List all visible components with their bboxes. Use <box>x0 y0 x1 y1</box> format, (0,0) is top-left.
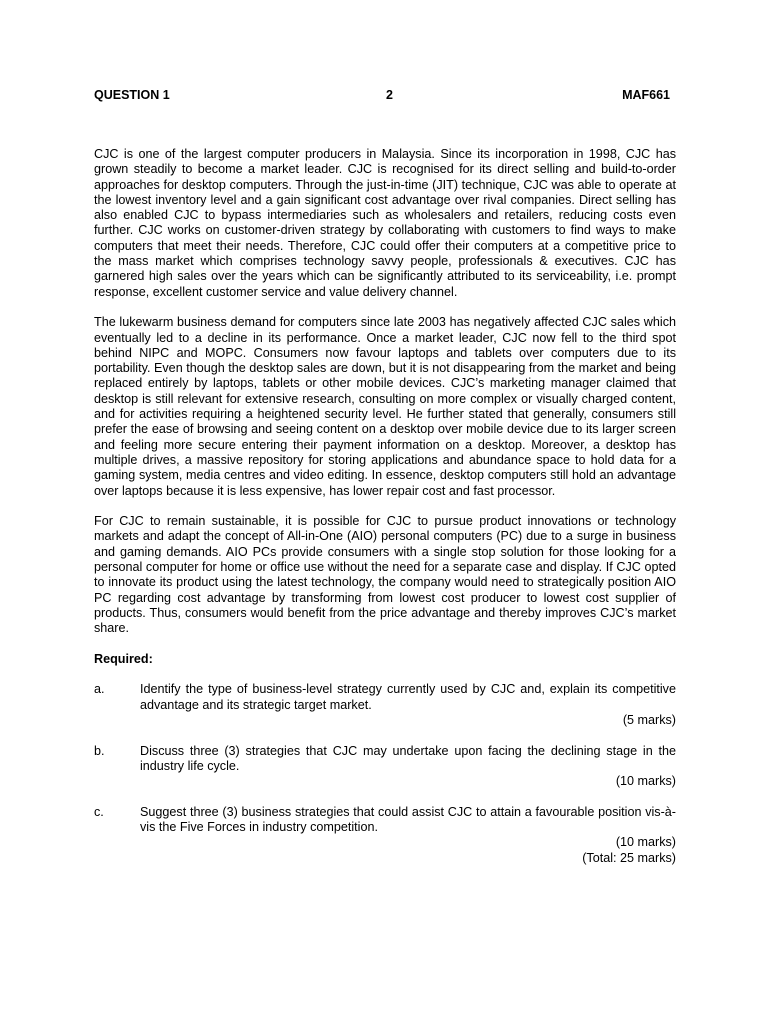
question-marks: (10 marks) <box>615 835 676 850</box>
question-item-a <box>94 682 676 728</box>
question-text: Discuss three (3) strategies that CJC may undertake upon facing the declining stage in the industry life cycle. <box>140 743 676 773</box>
question-marks: (5 marks) <box>622 712 676 727</box>
question-text: Suggest three (3) business strategies that could assist CJC to attain a favourable position vis-à-vis the Five Forces in industry competition. <box>140 804 676 835</box>
question-item-c <box>94 805 676 866</box>
required-heading: Required: <box>94 651 153 666</box>
question-letter: a. <box>94 682 105 697</box>
page-header <box>94 88 670 106</box>
case-paragraph-2: The lukewarm business demand for computers since late 2003 has negatively affected CJC sales which eventually led to a decline in its performance. Once a market leader, CJC now fell to the third spot behind NIPC and MOPC. Consumers now favour laptops and tablets over computers due to its portability. Even though the desktop sales are down, but it is not disappearing from the market and being replaced entirely by laptops, tablets or other mobile devices. CJC’s marketing manager claimed that desktop is still relevant for extensive research, consulting on more complex or visually charged content, and for activities requiring a heightened security level. He further stated that generally, consumers still prefer the ease of browsing and seeing content on a desktop over mobile device due to its larger screen and feeling more secure entering their payment information on a desktop. Moreover, a desktop has multiple drives, a massive repository for storing applications and abundance space to hold data for a gaming system, media centres and video editing. In essence, desktop computers still hold an advantage over laptops because it is less expensive, has lower repair cost and fast processor. <box>94 315 676 498</box>
question-letter: c. <box>94 804 104 819</box>
question-text: Identify the type of business-level strategy currently used by CJC and, explain its competitive advantage and its strategic target market. <box>140 682 676 712</box>
question-number: QUESTION 1 <box>94 88 170 102</box>
case-paragraph-3: For CJC to remain sustainable, it is possible for CJC to pursue product innovations or technology markets and adapt the concept of All-in-One (AIO) personal computers (PC) due to a surge in business and gaming demands. AIO PCs provide consumers with a single stop solution for those looking for a personal computer for home or office use without the need for a separate case and display. If CJC opted to innovate its product using the latest technology, the company would need to strategically position AIO PC regarding cost advantage by transforming from lowest cost producer to lowest cost supplier of products. Thus, consumers would benefit from the price advantage and thereby improves CJC’s market share. <box>94 514 676 636</box>
question-marks: (10 marks) <box>615 774 676 789</box>
exam-page <box>94 0 676 1024</box>
page-number: 2 <box>386 88 393 102</box>
case-paragraph-1: CJC is one of the largest computer producers in Malaysia. Since its incorporation in 1998, CJC has grown steadily to become a market leader. CJC is recognised for its direct selling and build-to-order approaches for desktop computers. Through the just-in-time (JIT) technique, CJC was able to operate at the lowest inventory level and a gain significant cost advantage over rival companies. Direct selling has also enabled CJC to bypass intermediaries such as wholesalers and retailers, reducing costs even further. CJC works on customer-driven strategy by collaborating with customers to find ways to make computers that meet their needs. Therefore, CJC could offer their computers at a competitive price to the mass market which comprises technology savvy people, professionals & executives. CJC has garnered high sales over the years which can be significantly attributed to its serviceability, i.e. prompt response, excellent customer service and value delivery channel. <box>94 147 676 299</box>
total-marks: (Total: 25 marks) <box>582 850 676 865</box>
question-body <box>94 147 676 881</box>
course-code: MAF661 <box>622 88 670 102</box>
question-letter: b. <box>94 743 105 758</box>
question-item-b <box>94 744 676 790</box>
